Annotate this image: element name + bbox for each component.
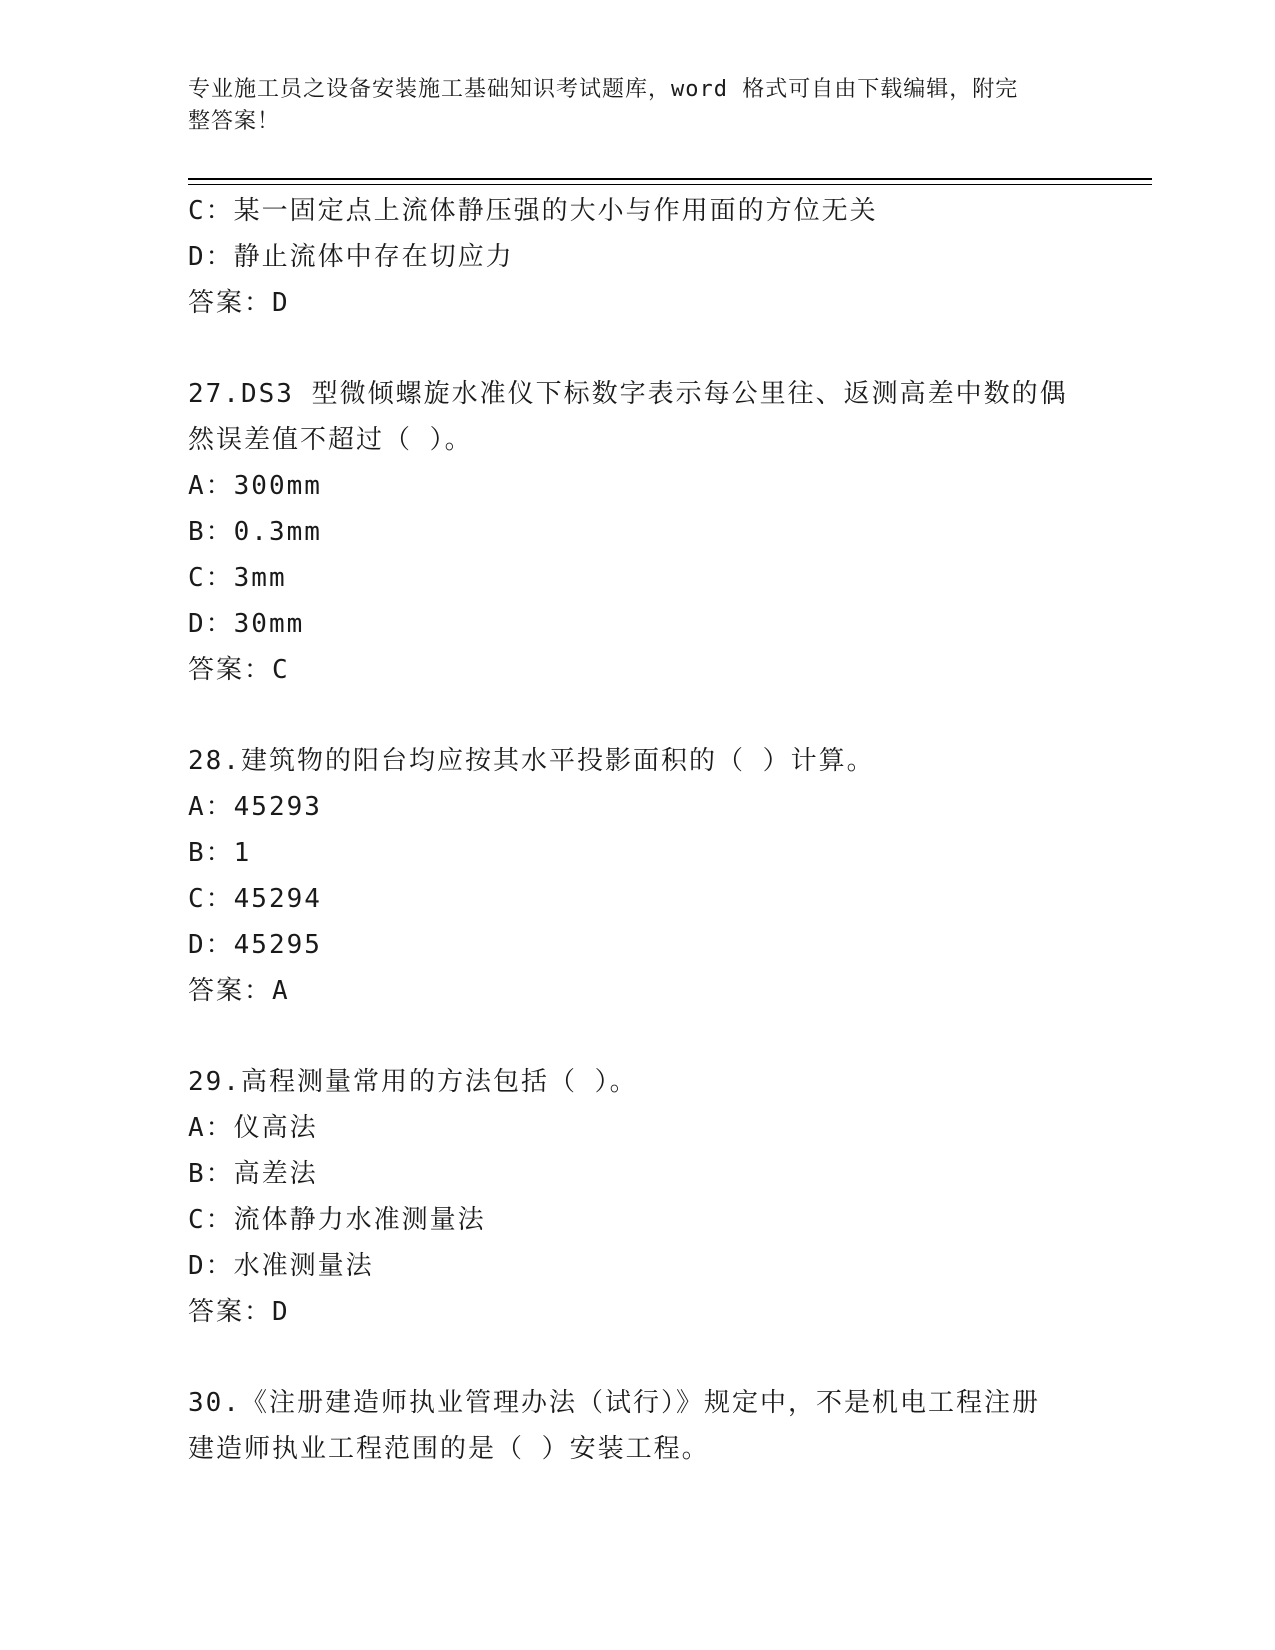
answer: 答案：C [188, 655, 290, 685]
question-stem: 27.DS3 型微倾螺旋水准仪下标数字表示每公里往、返测高差中数的偶 [188, 379, 1068, 409]
option-a: A：仪高法 [188, 1113, 318, 1143]
option-b: B：高差法 [188, 1159, 318, 1189]
answer: 答案：D [188, 288, 290, 318]
option-d: D：30mm [188, 609, 305, 639]
option-d: D：静止流体中存在切应力 [188, 242, 514, 272]
option-d: D：45295 [188, 930, 322, 960]
question-stem-cont: 然误差值不超过（ ）。 [188, 425, 473, 455]
option-c: C：流体静力水准测量法 [188, 1205, 486, 1235]
option-d: D：水准测量法 [188, 1251, 374, 1281]
option-a: A：300mm [188, 471, 322, 501]
question-stem: 30.《注册建造师执业管理办法（试行）》规定中，不是机电工程注册 [188, 1388, 1040, 1418]
question-29 [188, 1059, 1088, 1335]
question-26 [188, 188, 1088, 326]
option-c: C：3mm [188, 563, 287, 593]
question-stem-cont: 建造师执业工程范围的是（ ）安装工程。 [188, 1434, 710, 1464]
header-divider-thin [188, 184, 1152, 185]
question-28 [188, 738, 1088, 1014]
question-stem: 28.建筑物的阳台均应按其水平投影面积的（ ）计算。 [188, 746, 875, 776]
question-list [188, 188, 1088, 1472]
option-c: C：45294 [188, 884, 322, 914]
option-a: A：45293 [188, 792, 322, 822]
header-line-2: 整答案！ [188, 109, 281, 134]
answer: 答案：A [188, 976, 290, 1006]
question-27 [188, 371, 1088, 693]
option-b: B：1 [188, 838, 252, 868]
header-line-1: 专业施工员之设备安装施工基础知识考试题库，word 格式可自由下载编辑，附完 [188, 77, 1019, 102]
question-30 [188, 1380, 1088, 1472]
document-header [188, 74, 1068, 138]
header-divider-thick [188, 178, 1152, 180]
option-c: C：某一固定点上流体静压强的大小与作用面的方位无关 [188, 196, 878, 226]
option-b: B：0.3mm [188, 517, 322, 547]
answer: 答案：D [188, 1297, 290, 1327]
question-stem: 29.高程测量常用的方法包括（ ）。 [188, 1067, 638, 1097]
